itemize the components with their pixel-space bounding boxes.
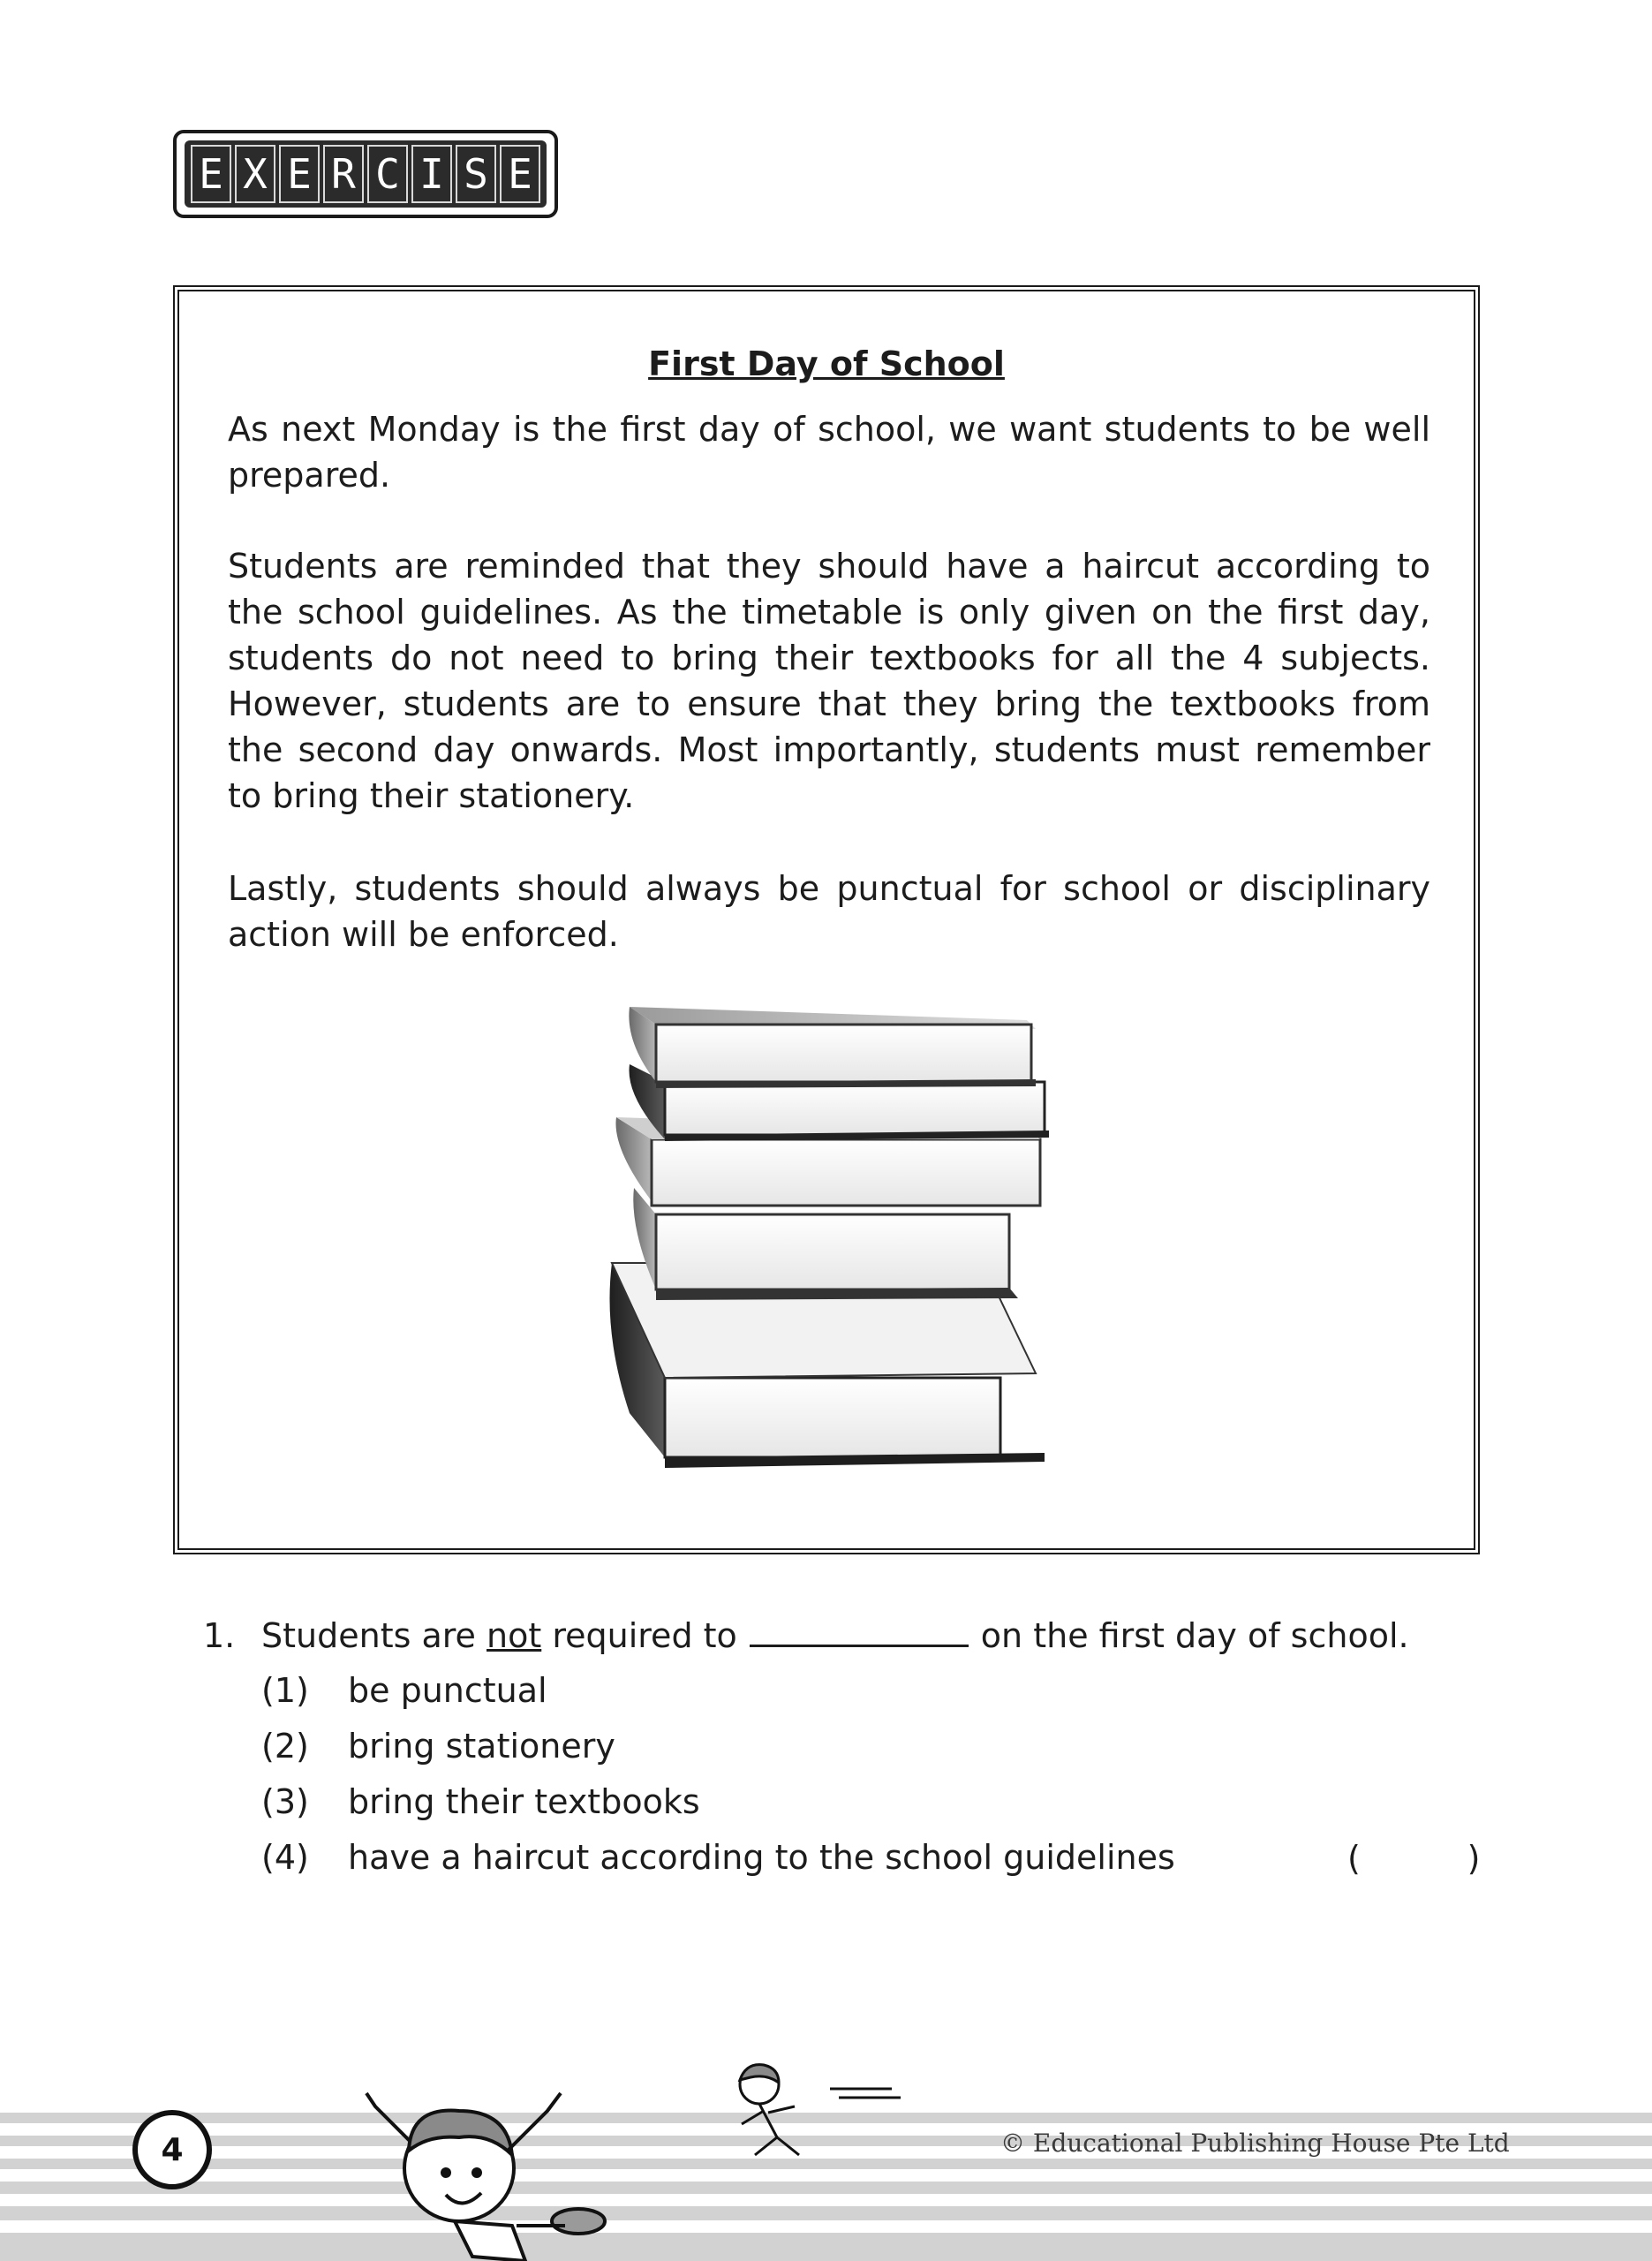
- option-text: bring their textbooks: [348, 1782, 700, 1821]
- question-text-middle: required to: [552, 1616, 737, 1655]
- passage-box: [173, 285, 1480, 1554]
- passage-title: First Day of School: [648, 344, 1005, 383]
- running-boy-illustration: [724, 2058, 901, 2177]
- passage-paragraph-3: Lastly, students should always be punctual for school or disciplinary action will be enforced.: [228, 869, 1430, 954]
- badge-letter: E: [191, 145, 231, 203]
- answer-bracket[interactable]: ( ): [1347, 1839, 1481, 1878]
- option-text: be punctual: [348, 1671, 547, 1710]
- question-text-after: on the first day of school.: [980, 1616, 1409, 1655]
- passage-paragraph-1: As next Monday is the first day of school, we want students to be well prepared.: [228, 410, 1430, 495]
- question-number: 1.: [203, 1616, 236, 1655]
- badge-letter: R: [323, 145, 364, 203]
- answer-blank: [750, 1618, 969, 1647]
- option-text: bring stationery: [348, 1727, 615, 1766]
- badge-letter: E: [500, 145, 540, 203]
- question-text-before: Students are: [261, 1616, 476, 1655]
- exercise-badge: [173, 130, 558, 218]
- option-text: have a haircut according to the school guidelines: [348, 1838, 1175, 1877]
- badge-letter: X: [235, 145, 275, 203]
- option-number: (3): [261, 1782, 309, 1821]
- passage-paragraph-2: Students are reminded that they should have a haircut according to the school guidelines. As the timetable is only given on the first day, students do not need to bring their textbooks for all the 4 subjects. However, students are to ensure that they bring the textbooks from the second day onwards. Most importantly, students must remember to bring their stationery.: [228, 547, 1430, 815]
- cheering-boy-illustration: [358, 2080, 622, 2261]
- badge-letter: C: [367, 145, 408, 203]
- option-number: (2): [261, 1727, 309, 1766]
- page-number: 4: [132, 2110, 212, 2189]
- badge-letter: E: [279, 145, 320, 203]
- copyright-notice: © Educational Publishing House Pte Ltd: [1000, 2129, 1510, 2158]
- question-emphasis: not: [487, 1616, 542, 1655]
- option-number: (1): [261, 1671, 309, 1710]
- option-number: (4): [261, 1838, 309, 1877]
- question-stem: [203, 1613, 1409, 1659]
- badge-letter: I: [411, 145, 452, 203]
- exercise-badge-inner: [185, 140, 547, 208]
- stack-of-books-photo: [594, 998, 1098, 1528]
- badge-letter: S: [456, 145, 496, 203]
